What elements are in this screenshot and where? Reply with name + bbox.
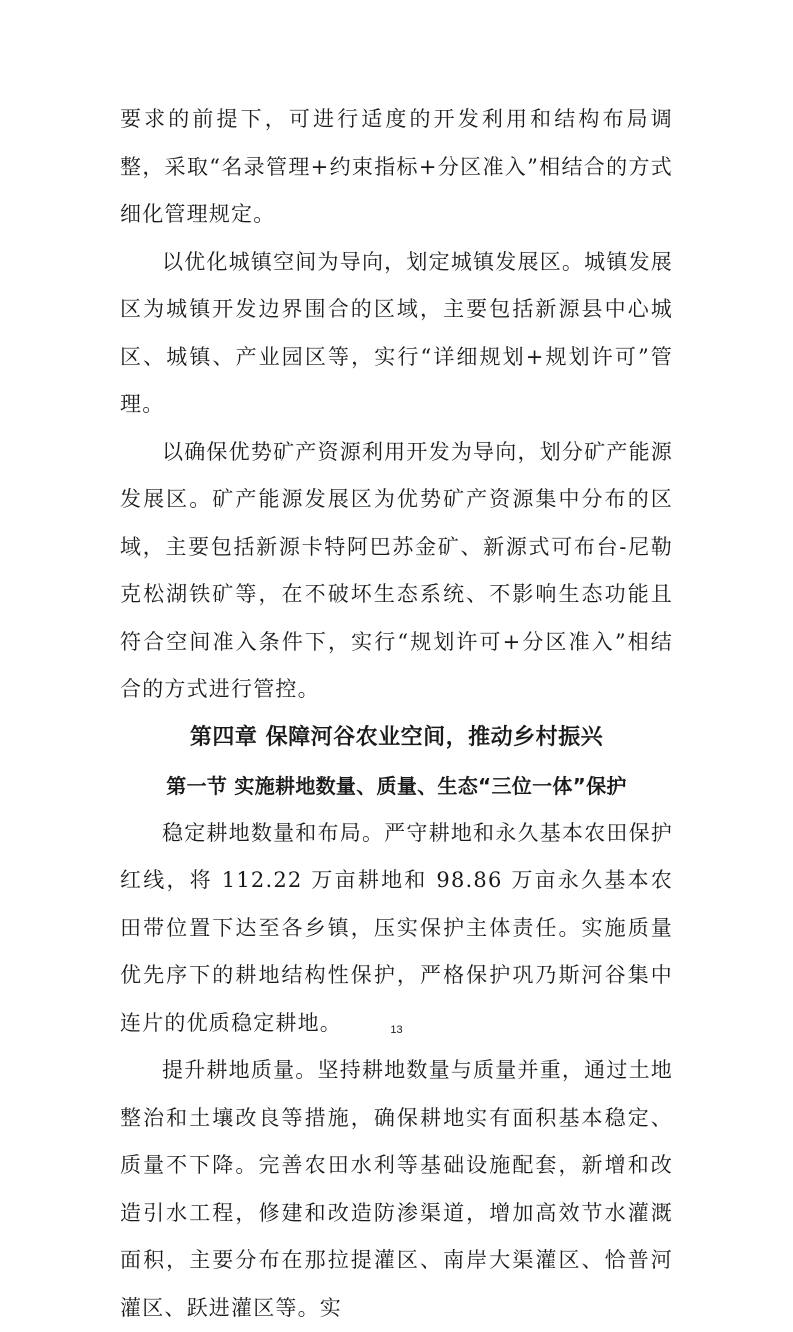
page-number: 13	[390, 1024, 403, 1036]
paragraph-continuation: 要求的前提下，可进行适度的开发利用和结构布局调整，采取“名录管理+约束指标+分区准入”相结合的方式细化管理规定。	[120, 107, 673, 226]
paragraph-farmland-quality: 提升耕地质量。坚持耕地数量与质量并重，通过土地整治和土壤改良等措施，确保耕地实有面积基本稳定、质量不下降。完善农田水利等基础设施配套，新增和改造引水工程，修建和改造防渗渠道，增加高效节水灌溉面积，主要分布在那拉提灌区、南岸大渠灌区、恰普河灌区、跃进灌区等。实	[120, 1058, 673, 1320]
paragraph-mineral-energy-zone: 以确保优势矿产资源利用开发为导向，划分矿产能源发展区。矿产能源发展区为优势矿产资源集中分布的区域，主要包括新源卡特阿巴苏金矿、新源式可布台-尼勒克松湖铁矿等，在不破坏生态系统、不影响生态功能且符合空间准入条件下，实行“规划许可+分区准入”相结合的方式进行管控。	[120, 439, 673, 701]
paragraph-farmland-quantity: 稳定耕地数量和布局。严守耕地和永久基本农田保护红线，将 112.22 万亩耕地和 98.86 万亩永久基本农田带位置下达至各乡镇，压实保护主体责任。实施质量优先序下的耕地结构性保护，严格保护巩乃斯河谷集中连片的优质稳定耕地。	[120, 820, 673, 1035]
section-title: 第一节 实施耕地数量、质量、生态“三位一体”保护	[166, 773, 627, 798]
chapter-title: 第四章 保障河谷农业空间，推动乡村振兴	[189, 724, 604, 750]
paragraph-urban-development-zone: 以优化城镇空间为导向，划定城镇发展区。城镇发展区为城镇开发边界围合的区域，主要包括新源县中心城区、城镇、产业园区等，实行“详细规划+规划许可”管理。	[120, 249, 673, 416]
page-content	[120, 96, 673, 1332]
